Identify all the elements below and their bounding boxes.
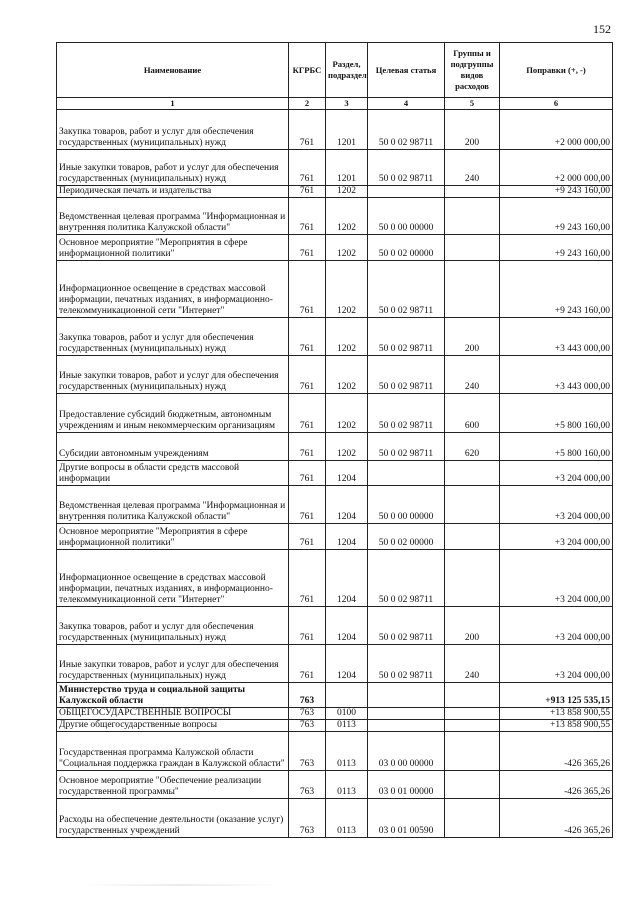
cell-group: 200	[445, 318, 500, 356]
cell-razdel: 1204	[326, 524, 368, 550]
cell-razdel: 1202	[326, 318, 368, 356]
cell-name: Иные закупки товаров, работ и услуг для обеспечения государственных (муниципальных) нужд	[57, 150, 289, 186]
table-row	[57, 235, 613, 261]
cell-amount: +2 000 000,00	[500, 150, 613, 186]
table-row	[57, 394, 613, 433]
cell-article: 50 0 02 98711	[368, 110, 445, 150]
table-row	[57, 461, 613, 486]
table-row	[57, 486, 613, 524]
cell-kgrbs: 761	[289, 150, 326, 186]
cell-article	[368, 683, 445, 708]
cell-razdel: 1202	[326, 261, 368, 318]
cell-kgrbs: 761	[289, 356, 326, 394]
cell-article: 50 0 02 98711	[368, 645, 445, 683]
cell-razdel: 1204	[326, 486, 368, 524]
cell-name: Иные закупки товаров, работ и услуг для обеспечения государственных (муниципальных) нужд	[57, 645, 289, 683]
cell-kgrbs: 761	[289, 486, 326, 524]
cell-kgrbs: 763	[289, 720, 326, 732]
cell-group: 620	[445, 433, 500, 461]
cell-group: 240	[445, 150, 500, 186]
table-row	[57, 771, 613, 799]
header-article: Целевая статья	[368, 43, 445, 98]
cell-name: Закупка товаров, работ и услуг для обеспечения государственных (муниципальных) нужд	[57, 607, 289, 645]
header-kgrbs: КГРБС	[289, 43, 326, 98]
cell-amount: +3 443 000,00	[500, 318, 613, 356]
cell-name: Основное мероприятие "Мероприятия в сфере информационной политики"	[57, 235, 289, 261]
table-row	[57, 261, 613, 318]
cell-amount: +5 800 160,00	[500, 433, 613, 461]
cell-razdel: 1202	[326, 356, 368, 394]
cell-group: 200	[445, 607, 500, 645]
scan-artifact	[80, 884, 280, 886]
cell-amount: +3 204 000,00	[500, 550, 613, 607]
cell-razdel: 1202	[326, 198, 368, 235]
cell-amount: +3 204 000,00	[500, 461, 613, 486]
cell-razdel: 1201	[326, 110, 368, 150]
cell-article: 50 0 02 00000	[368, 524, 445, 550]
cell-amount: +3 204 000,00	[500, 607, 613, 645]
cell-kgrbs: 763	[289, 799, 326, 838]
cell-group	[445, 461, 500, 486]
header-amount: Поправки (+, -)	[500, 43, 613, 98]
cell-razdel: 1204	[326, 607, 368, 645]
cell-group: 600	[445, 394, 500, 433]
cell-razdel: 1204	[326, 461, 368, 486]
column-number-row	[57, 98, 613, 110]
column-number: 3	[326, 98, 368, 110]
cell-article: 50 0 02 98711	[368, 150, 445, 186]
cell-group	[445, 486, 500, 524]
cell-amount: +913 125 535,15	[500, 683, 613, 708]
cell-name: Основное мероприятие "Мероприятия в сфере информационной политики"	[57, 524, 289, 550]
cell-name: Закупка товаров, работ и услуг для обеспечения государственных (муниципальных) нужд	[57, 318, 289, 356]
cell-group	[445, 235, 500, 261]
table-row	[57, 799, 613, 838]
table-row	[57, 433, 613, 461]
cell-group: 200	[445, 110, 500, 150]
cell-group: 240	[445, 356, 500, 394]
cell-amount: +3 204 000,00	[500, 645, 613, 683]
cell-razdel: 1202	[326, 235, 368, 261]
cell-kgrbs: 761	[289, 461, 326, 486]
cell-razdel: 1202	[326, 394, 368, 433]
cell-kgrbs: 761	[289, 433, 326, 461]
header-razdel: Раздел, подраздел	[326, 43, 368, 98]
cell-kgrbs: 761	[289, 550, 326, 607]
cell-razdel: 0113	[326, 771, 368, 799]
cell-group	[445, 524, 500, 550]
column-number: 2	[289, 98, 326, 110]
cell-kgrbs: 761	[289, 394, 326, 433]
cell-name: Другие вопросы в области средств массовой информации	[57, 461, 289, 486]
cell-kgrbs: 761	[289, 607, 326, 645]
table-row	[57, 550, 613, 607]
cell-razdel: 0100	[326, 708, 368, 720]
cell-razdel	[326, 683, 368, 708]
cell-amount: +5 800 160,00	[500, 394, 613, 433]
cell-article: 50 0 02 98711	[368, 318, 445, 356]
cell-group	[445, 720, 500, 732]
table-row	[57, 198, 613, 235]
table-row	[57, 150, 613, 186]
cell-amount: +2 000 000,00	[500, 110, 613, 150]
cell-article: 50 0 00 00000	[368, 486, 445, 524]
cell-amount: +9 243 160,00	[500, 261, 613, 318]
table-row	[57, 683, 613, 708]
cell-article: 50 0 02 00000	[368, 235, 445, 261]
cell-amount: +13 858 900,55	[500, 708, 613, 720]
cell-kgrbs: 763	[289, 683, 326, 708]
cell-group	[445, 198, 500, 235]
table-body	[57, 110, 613, 838]
cell-article	[368, 186, 445, 198]
table-row	[57, 708, 613, 720]
cell-kgrbs: 761	[289, 524, 326, 550]
cell-name: ОБЩЕГОСУДАРСТВЕННЫЕ ВОПРОСЫ	[57, 708, 289, 720]
cell-article: 03 0 01 00590	[368, 799, 445, 838]
cell-article: 50 0 02 98711	[368, 433, 445, 461]
cell-name: Ведомственная целевая программа "Информационная и внутренняя политика Калужской области"	[57, 486, 289, 524]
table-row	[57, 732, 613, 771]
cell-kgrbs: 763	[289, 771, 326, 799]
header-name: Наименование	[57, 43, 289, 98]
cell-name: Информационное освещение в средствах массовой информации, печатных изданиях, в информационно-телекоммуникационной сети "Интернет"	[57, 550, 289, 607]
cell-name: Ведомственная целевая программа "Информационная и внутренняя политика Калужской области"	[57, 198, 289, 235]
cell-article	[368, 461, 445, 486]
cell-razdel: 1202	[326, 433, 368, 461]
cell-name: Предоставление субсидий бюджетным, автономным учреждениям и иным некоммерческим организациям	[57, 394, 289, 433]
cell-kgrbs: 761	[289, 198, 326, 235]
cell-group	[445, 186, 500, 198]
cell-razdel: 0113	[326, 799, 368, 838]
cell-article	[368, 708, 445, 720]
cell-razdel: 1204	[326, 645, 368, 683]
cell-name: Другие общегосударственные вопросы	[57, 720, 289, 732]
cell-article: 50 0 02 98711	[368, 550, 445, 607]
column-number: 1	[57, 98, 289, 110]
cell-name: Государственная программа Калужской области "Социальная поддержка граждан в Калужской области"	[57, 732, 289, 771]
cell-article: 50 0 02 98711	[368, 607, 445, 645]
column-number: 5	[445, 98, 500, 110]
cell-article: 03 0 00 00000	[368, 732, 445, 771]
cell-kgrbs: 761	[289, 645, 326, 683]
table-row	[57, 720, 613, 732]
cell-razdel: 0113	[326, 732, 368, 771]
cell-group	[445, 261, 500, 318]
cell-amount: +13 858 900,55	[500, 720, 613, 732]
table-row	[57, 186, 613, 198]
cell-name: Закупка товаров, работ и услуг для обеспечения государственных (муниципальных) нужд	[57, 110, 289, 150]
table-row	[57, 524, 613, 550]
cell-kgrbs: 761	[289, 261, 326, 318]
column-number: 4	[368, 98, 445, 110]
cell-amount: +9 243 160,00	[500, 198, 613, 235]
cell-article: 50 0 02 98711	[368, 394, 445, 433]
cell-kgrbs: 761	[289, 110, 326, 150]
cell-name: Иные закупки товаров, работ и услуг для обеспечения государственных (муниципальных) нужд	[57, 356, 289, 394]
cell-amount: +9 243 160,00	[500, 186, 613, 198]
cell-amount: -426 365,26	[500, 771, 613, 799]
cell-amount: -426 365,26	[500, 732, 613, 771]
cell-article	[368, 720, 445, 732]
header-row	[57, 43, 613, 98]
cell-group	[445, 708, 500, 720]
cell-kgrbs: 763	[289, 732, 326, 771]
table-row	[57, 607, 613, 645]
header-group: Группы и подгруппы видов расходов	[445, 43, 500, 98]
cell-kgrbs: 761	[289, 235, 326, 261]
cell-article: 03 0 01 00000	[368, 771, 445, 799]
cell-name: Субсидии автономным учреждениям	[57, 433, 289, 461]
table-row	[57, 318, 613, 356]
cell-article: 50 0 02 98711	[368, 356, 445, 394]
cell-name: Периодическая печать и издательства	[57, 186, 289, 198]
cell-name: Основное мероприятие "Обеспечение реализации государственной программы"	[57, 771, 289, 799]
cell-amount: +9 243 160,00	[500, 235, 613, 261]
cell-amount: +3 443 000,00	[500, 356, 613, 394]
cell-group: 240	[445, 645, 500, 683]
cell-kgrbs: 763	[289, 708, 326, 720]
table-row	[57, 645, 613, 683]
cell-razdel: 0113	[326, 720, 368, 732]
cell-kgrbs: 761	[289, 186, 326, 198]
cell-group	[445, 732, 500, 771]
table-row	[57, 356, 613, 394]
table-row	[57, 110, 613, 150]
cell-group	[445, 799, 500, 838]
cell-amount: +3 204 000,00	[500, 486, 613, 524]
cell-article: 50 0 02 98711	[368, 261, 445, 318]
cell-name: Информационное освещение в средствах массовой информации, печатных изданиях, в информационно-телекоммуникационной сети "Интернет"	[57, 261, 289, 318]
column-number: 6	[500, 98, 613, 110]
cell-amount: +3 204 000,00	[500, 524, 613, 550]
cell-article: 50 0 00 00000	[368, 198, 445, 235]
cell-kgrbs: 761	[289, 318, 326, 356]
cell-name: Министерство труда и социальной защиты Калужской области	[57, 683, 289, 708]
cell-razdel: 1201	[326, 150, 368, 186]
budget-table	[56, 42, 613, 838]
cell-razdel: 1202	[326, 186, 368, 198]
cell-group	[445, 683, 500, 708]
cell-name: Расходы на обеспечение деятельности (оказание услуг) государственных учреждений	[57, 799, 289, 838]
cell-amount: -426 365,26	[500, 799, 613, 838]
cell-group	[445, 771, 500, 799]
cell-razdel: 1204	[326, 550, 368, 607]
cell-group	[445, 550, 500, 607]
page-number: 152	[593, 22, 611, 36]
